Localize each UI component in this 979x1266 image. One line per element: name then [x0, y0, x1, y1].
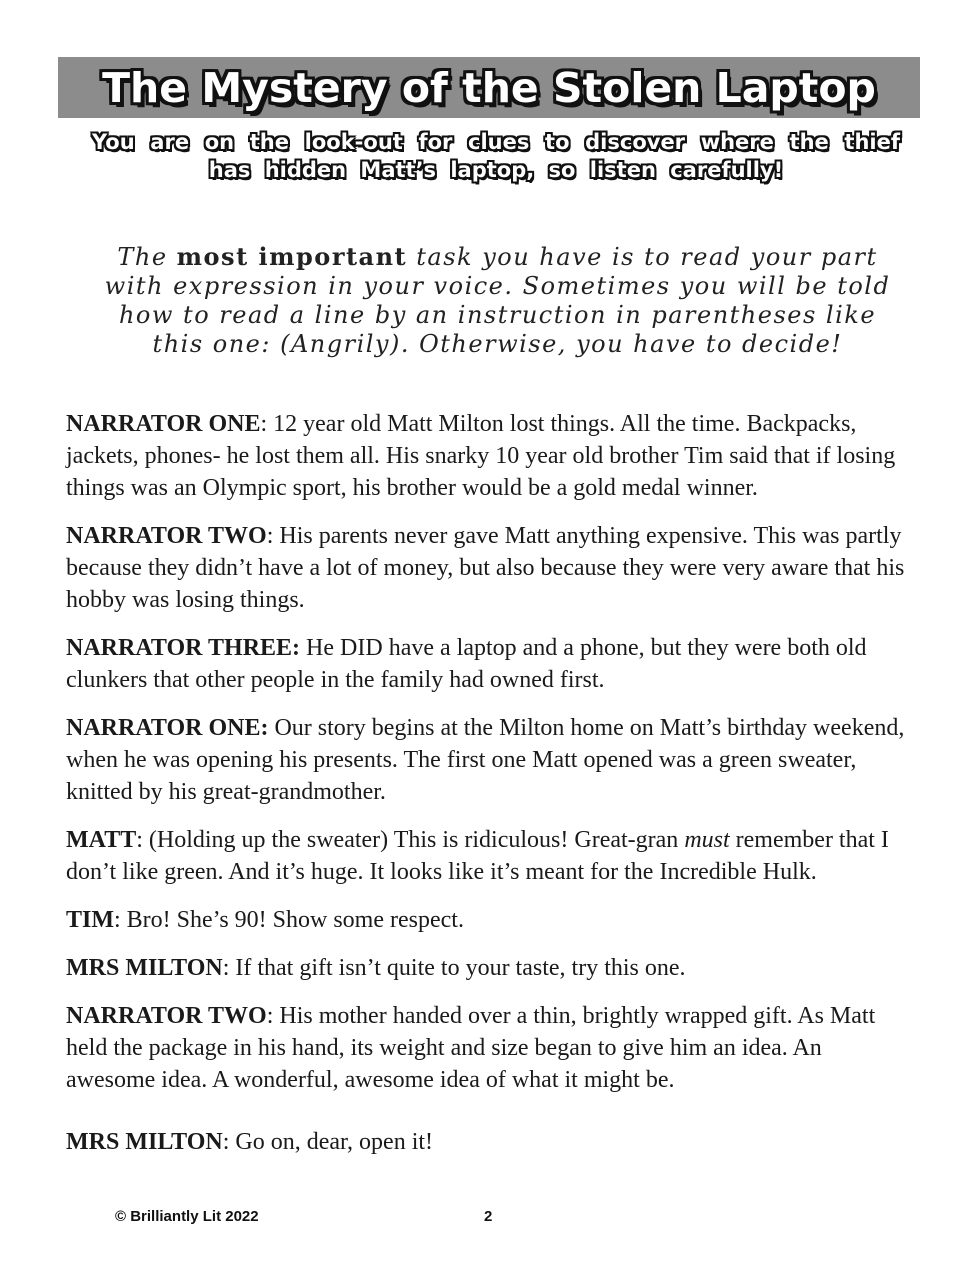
speaker-name: MRS MILTON [66, 955, 223, 981]
intro-bold: most important [176, 242, 408, 271]
speaker-name: MRS MILTON [66, 1129, 223, 1155]
script-line [66, 1000, 916, 1096]
line-text: If that gift isn’t quite to your taste, try this one. [235, 955, 686, 981]
line-text: His parents never gave Matt anything expensive. This was partly because they didn’t have a lot of money, but also because they were very aware that his hobby was losing things. [66, 523, 905, 613]
script-line [66, 952, 916, 984]
emphasis-word: must [684, 827, 730, 853]
separator: : [266, 1003, 280, 1029]
speaker-name: MATT [66, 827, 137, 853]
line-text: Go on, dear, open it! [235, 1129, 434, 1155]
script-line [66, 824, 916, 888]
copyright: © Brilliantly Lit 2022 [115, 1208, 259, 1225]
line-text: He DID have a laptop and a phone, but they were both old clunkers that other people in the family had owned first. [66, 635, 867, 693]
page-number: 2 [484, 1208, 493, 1225]
subtitle: You are on the look-out for clues to discover where the thief has hidden Matt’s laptop, so listen carefully! [92, 130, 900, 182]
line-text: Our story begins at the Milton home on Matt’s birthday weekend, when he was opening his presents. The first one Matt opened was a green sweater, knitted by his great-grandmother. [66, 715, 905, 805]
separator: : [136, 827, 149, 853]
intro-paragraph [90, 242, 905, 359]
line-text: Bro! She’s 90! Show some respect. [126, 907, 464, 933]
separator: : [260, 411, 274, 437]
line-text: 12 year old Matt Milton lost things. All the time. Backpacks, jackets, phones- he lost them all. His snarky 10 year old brother Tim said that if losing things was an Olympic sport, his brother would be a gold medal winner. [66, 411, 896, 501]
title-banner [58, 57, 920, 118]
separator: : [222, 955, 236, 981]
script-line [66, 904, 916, 936]
script-line [66, 712, 916, 808]
separator: : [266, 523, 280, 549]
speaker-name: TIM [66, 907, 114, 933]
intro-text-1: The [117, 243, 177, 271]
speaker-name: NARRATOR ONE: [66, 715, 269, 741]
line-text: (Holding up the sweater) This is ridiculous! Great-gran [148, 827, 685, 853]
intro-text-2: task you have is to read your part with expression in your voice. Sometimes you will be told how to read a line by an instruction in parentheses like this one: (Angrily). Otherwise, you have to decide! [104, 243, 891, 358]
separator: : [114, 907, 127, 933]
line-text: His mother handed over a thin, brightly wrapped gift. As Matt held the package in his hand, its weight and size began to give him an idea. An awesome idea. A wonderful, awesome idea of what it might be. [66, 1003, 876, 1093]
line-text: remember that I don’t like green. And it’s huge. It looks like it’s meant for the Incredible Hulk. [66, 827, 889, 885]
page-title: The Mystery of the Stolen Laptop [102, 63, 876, 112]
script-body [66, 408, 916, 1174]
speaker-name: NARRATOR ONE [66, 411, 261, 437]
separator: : [222, 1129, 236, 1155]
speaker-name: NARRATOR TWO [66, 1003, 267, 1029]
script-line [66, 1126, 916, 1158]
speaker-name: NARRATOR THREE: [66, 635, 301, 661]
script-line [66, 408, 916, 504]
script-line [66, 520, 916, 616]
speaker-name: NARRATOR TWO [66, 523, 267, 549]
script-line [66, 632, 916, 696]
